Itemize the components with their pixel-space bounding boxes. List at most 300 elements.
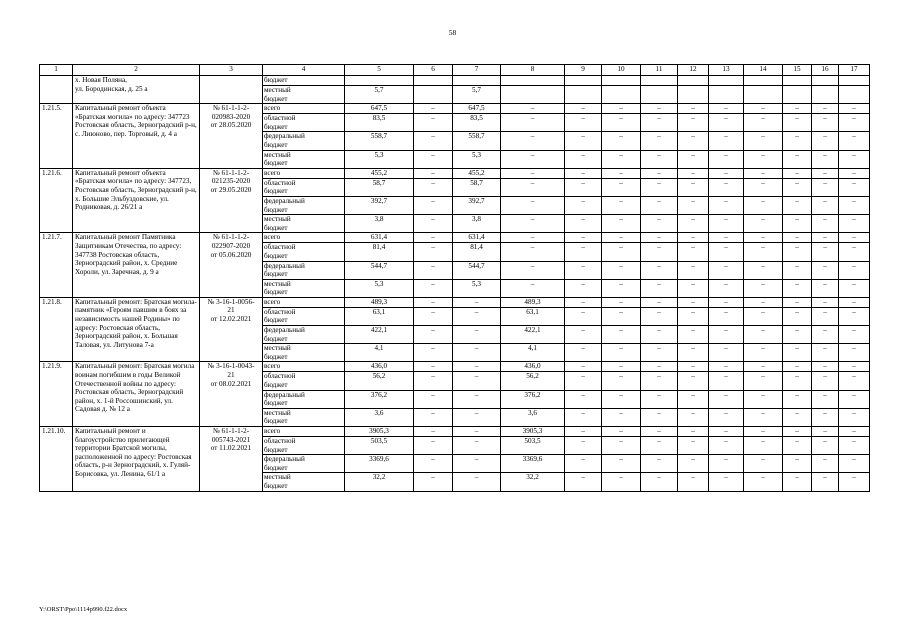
table-row [40,104,870,114]
value-cell: – [414,372,453,390]
value-cell: – [709,114,744,132]
value-cell: – [812,215,839,233]
value-cell [641,76,678,86]
value-cell: – [812,427,839,437]
value-cell: – [602,473,641,491]
value-cell: – [565,408,602,426]
value-cell: – [414,104,453,114]
value-cell: – [783,243,812,261]
value-cell [744,76,783,86]
funding-source-cell: федеральный бюджет [263,390,345,408]
value-cell: – [709,344,744,362]
value-cell: – [602,196,641,214]
value-cell: 376,2 [501,390,565,408]
header-cell: 1 [40,65,73,76]
value-cell: – [453,326,501,344]
value-cell: – [678,408,709,426]
value-cell [565,86,602,104]
value-cell: – [783,196,812,214]
value-cell: – [812,362,839,372]
value-cell: – [812,196,839,214]
value-cell: – [602,168,641,178]
document-cell: № 61-1-1-2- 021235-2020 от 29.05.2020 [200,168,263,233]
value-cell: – [501,243,565,261]
value-cell: – [641,168,678,178]
value-cell: – [602,233,641,243]
value-cell: – [678,233,709,243]
document-cell: № 61-1-1-2- 022907-2020 от 05.06.2020 [200,233,263,298]
value-cell: – [709,362,744,372]
value-cell: – [744,362,783,372]
page-number: 58 [448,28,457,37]
value-cell: – [414,114,453,132]
value-cell: 56,2 [345,372,414,390]
value-cell: 3,8 [345,215,414,233]
value-cell: – [839,168,870,178]
value-cell: – [783,297,812,307]
object-name-cell: Капитальный ремонт Памятника Защитникам Отечества, по адресу: 347738 Ростовская область, Зерноградский район, х. Средние Хороли, ул. Заречная, д. 9 а [73,233,200,298]
header-cell: 6 [414,65,453,76]
value-cell: – [744,279,783,297]
value-cell: – [744,233,783,243]
value-cell: – [565,455,602,473]
value-cell: 503,5 [501,437,565,455]
value-cell: 558,7 [345,132,414,150]
header-cell: 2 [73,65,200,76]
value-cell: – [812,408,839,426]
header-cell: 4 [263,65,345,76]
value-cell: – [812,437,839,455]
value-cell: – [565,279,602,297]
value-cell: – [709,427,744,437]
value-cell: – [641,215,678,233]
value-cell: – [565,215,602,233]
value-cell: – [678,215,709,233]
value-cell: – [641,279,678,297]
value-cell: – [565,114,602,132]
funding-source-cell: местный бюджет [263,408,345,426]
value-cell: – [501,168,565,178]
value-cell: – [783,408,812,426]
value-cell: – [641,150,678,168]
value-cell: – [744,297,783,307]
table-row [40,168,870,178]
value-cell: – [839,178,870,196]
value-cell: – [641,307,678,325]
value-cell: – [641,243,678,261]
value-cell [602,86,641,104]
header-cell: 5 [345,65,414,76]
value-cell: – [414,427,453,437]
value-cell: 83,5 [453,114,501,132]
value-cell: 5,3 [345,279,414,297]
value-cell [501,76,565,86]
object-name-cell: Капитальный ремонт объекта «Братская могила» по адресу: 347723, Ростовская область, Зерноградский р-н, х. Большие Эльбуздовские, ул. Родниковая, д. 26/21 а [73,168,200,233]
value-cell: – [783,362,812,372]
value-cell: – [414,196,453,214]
value-cell: – [709,233,744,243]
value-cell: – [414,344,453,362]
value-cell: – [602,297,641,307]
funding-source-cell: областной бюджет [263,307,345,325]
funding-source-cell: всего [263,168,345,178]
value-cell: – [678,455,709,473]
value-cell: – [501,150,565,168]
header-cell: 8 [501,65,565,76]
value-cell: 56,2 [501,372,565,390]
value-cell: – [839,408,870,426]
value-cell: 631,4 [453,233,501,243]
value-cell [783,86,812,104]
value-cell [501,86,565,104]
value-cell: – [602,261,641,279]
value-cell [565,76,602,86]
value-cell: – [501,215,565,233]
value-cell: – [709,390,744,408]
value-cell: – [602,362,641,372]
value-cell: – [641,297,678,307]
value-cell: – [783,168,812,178]
header-cell: 11 [641,65,678,76]
value-cell: – [453,437,501,455]
value-cell: 81,4 [345,243,414,261]
value-cell: – [812,344,839,362]
value-cell: – [565,297,602,307]
value-cell: – [783,390,812,408]
value-cell: 63,1 [501,307,565,325]
value-cell: – [453,297,501,307]
value-cell: – [453,473,501,491]
value-cell: – [839,307,870,325]
value-cell: – [641,455,678,473]
funding-source-cell: всего [263,362,345,372]
value-cell: – [602,307,641,325]
value-cell: – [453,307,501,325]
value-cell: – [641,261,678,279]
value-cell: 5,7 [453,86,501,104]
value-cell: – [709,178,744,196]
value-cell: 436,0 [501,362,565,372]
value-cell: – [709,279,744,297]
value-cell: 81,4 [453,243,501,261]
value-cell: – [602,408,641,426]
value-cell: 558,7 [453,132,501,150]
value-cell: 58,7 [453,178,501,196]
value-cell: – [565,104,602,114]
value-cell: – [565,427,602,437]
value-cell: – [783,372,812,390]
table-row [40,76,870,86]
value-cell: – [501,261,565,279]
value-cell: – [783,215,812,233]
value-cell: – [839,437,870,455]
funding-source-cell: всего [263,104,345,114]
funding-source-cell: федеральный бюджет [263,455,345,473]
value-cell: 489,3 [501,297,565,307]
value-cell: – [641,114,678,132]
value-cell: – [453,427,501,437]
value-cell: 5,3 [453,150,501,168]
value-cell: – [812,150,839,168]
object-name-cell: х. Новая Поляна, ул. Бородинская, д. 25 а [73,76,200,104]
value-cell: 32,2 [501,473,565,491]
value-cell: 422,1 [345,326,414,344]
value-cell: – [839,233,870,243]
value-cell: – [678,150,709,168]
value-cell: – [414,243,453,261]
value-cell: – [565,243,602,261]
value-cell: – [839,362,870,372]
value-cell: – [414,473,453,491]
value-cell: – [501,233,565,243]
value-cell: – [678,437,709,455]
value-cell: – [501,279,565,297]
value-cell: – [414,261,453,279]
value-cell: – [602,215,641,233]
value-cell: – [602,326,641,344]
value-cell: – [678,196,709,214]
value-cell: – [602,243,641,261]
value-cell [744,86,783,104]
funding-source-cell: областной бюджет [263,372,345,390]
value-cell: – [812,455,839,473]
document-cell: № 61-1-1-2- 020983-2020 от 28.05.2020 [200,104,263,169]
value-cell: – [678,372,709,390]
value-cell: – [414,362,453,372]
value-cell: – [641,233,678,243]
value-cell: – [744,150,783,168]
value-cell: – [839,427,870,437]
header-cell: 15 [783,65,812,76]
value-cell: – [501,114,565,132]
value-cell: – [709,104,744,114]
value-cell: – [641,178,678,196]
value-cell: – [744,473,783,491]
value-cell: 631,4 [345,233,414,243]
value-cell: – [783,104,812,114]
value-cell: – [414,408,453,426]
value-cell: 422,1 [501,326,565,344]
value-cell: – [602,390,641,408]
value-cell: 3,8 [453,215,501,233]
value-cell: 3,6 [345,408,414,426]
value-cell: – [812,178,839,196]
value-cell: 4,1 [501,344,565,362]
document-cell: № 3-16-1-0043- 21 от 08.02.2021 [200,362,263,427]
value-cell: – [839,473,870,491]
value-cell: – [602,455,641,473]
value-cell: – [678,279,709,297]
document-cell [200,76,263,104]
value-cell: – [641,326,678,344]
funding-source-cell: всего [263,233,345,243]
value-cell: – [453,372,501,390]
value-cell: – [709,297,744,307]
value-cell [709,76,744,86]
value-cell: – [602,279,641,297]
value-cell: – [744,168,783,178]
value-cell: – [812,243,839,261]
value-cell: 392,7 [453,196,501,214]
value-cell: – [453,455,501,473]
value-cell [602,76,641,86]
value-cell: 455,2 [345,168,414,178]
value-cell: – [744,196,783,214]
value-cell [678,86,709,104]
funding-source-cell: федеральный бюджет [263,132,345,150]
value-cell: – [839,114,870,132]
value-cell: – [839,150,870,168]
value-cell: – [709,132,744,150]
value-cell: – [839,279,870,297]
value-cell: – [783,455,812,473]
value-cell: 63,1 [345,307,414,325]
value-cell: – [565,132,602,150]
value-cell: – [744,326,783,344]
value-cell: – [678,168,709,178]
value-cell: – [602,114,641,132]
value-cell: – [783,326,812,344]
value-cell: – [744,455,783,473]
value-cell: – [641,196,678,214]
funding-source-cell: местный бюджет [263,215,345,233]
value-cell: – [839,326,870,344]
value-cell: – [602,178,641,196]
value-cell: – [602,372,641,390]
value-cell: – [565,168,602,178]
value-cell: – [709,215,744,233]
funding-source-cell: местный бюджет [263,86,345,104]
value-cell: – [565,362,602,372]
value-cell: – [414,168,453,178]
value-cell: – [565,473,602,491]
funding-source-cell: всего [263,427,345,437]
funding-source-cell: федеральный бюджет [263,261,345,279]
value-cell: 489,3 [345,297,414,307]
value-cell: – [565,437,602,455]
value-cell: – [839,215,870,233]
value-cell: – [812,233,839,243]
footer-file-path: Y:\ORST\Ppo\1114p990.f22.docx [39,606,128,613]
value-cell: – [678,473,709,491]
value-cell: 5,3 [453,279,501,297]
header-cell: 14 [744,65,783,76]
value-cell: – [565,344,602,362]
budget-table [39,64,870,492]
value-cell: – [783,279,812,297]
row-number-cell: 1.21.9. [40,362,73,427]
value-cell: – [783,307,812,325]
value-cell: – [678,178,709,196]
value-cell: – [783,233,812,243]
value-cell: 455,2 [453,168,501,178]
value-cell: – [839,261,870,279]
value-cell: – [744,344,783,362]
value-cell: – [678,104,709,114]
value-cell: – [565,307,602,325]
value-cell: – [744,437,783,455]
header-cell: 3 [200,65,263,76]
value-cell: – [812,261,839,279]
value-cell: – [744,261,783,279]
row-number-cell: 1.21.6. [40,168,73,233]
row-number-cell: 1.21.10. [40,427,73,492]
value-cell [839,86,870,104]
value-cell [709,86,744,104]
value-cell: – [414,233,453,243]
funding-source-cell: всего [263,297,345,307]
value-cell: – [812,307,839,325]
value-cell: – [839,196,870,214]
value-cell: – [709,372,744,390]
value-cell: – [678,427,709,437]
value-cell: 392,7 [345,196,414,214]
value-cell: – [501,178,565,196]
value-cell: – [744,178,783,196]
value-cell: – [678,243,709,261]
value-cell: – [565,196,602,214]
value-cell: – [641,390,678,408]
value-cell: – [709,196,744,214]
value-cell: – [641,344,678,362]
value-cell: – [602,344,641,362]
value-cell [345,76,414,86]
value-cell: – [602,104,641,114]
value-cell: – [812,326,839,344]
value-cell: – [839,344,870,362]
value-cell: – [602,437,641,455]
value-cell: – [565,390,602,408]
value-cell [839,76,870,86]
value-cell: – [414,307,453,325]
value-cell: – [709,261,744,279]
value-cell: – [709,150,744,168]
value-cell: – [453,408,501,426]
value-cell: – [641,372,678,390]
value-cell: – [678,132,709,150]
value-cell: – [744,114,783,132]
value-cell: – [744,215,783,233]
value-cell: – [839,372,870,390]
value-cell: – [783,178,812,196]
value-cell [414,76,453,86]
value-cell: – [744,390,783,408]
value-cell: 3369,6 [501,455,565,473]
value-cell: – [678,390,709,408]
object-name-cell: Капитальный ремонт и благоустройство прилегающей территории Братской могилы, расположенной по адресу: Ростовская область, р-н Зерноградский, х. Гуляй-Борисовка, ул. Ленина, 61/1 а [73,427,200,492]
value-cell: – [453,344,501,362]
value-cell: – [744,243,783,261]
value-cell: – [641,408,678,426]
value-cell: – [565,233,602,243]
header-cell: 17 [839,65,870,76]
value-cell: – [414,150,453,168]
value-cell: – [744,372,783,390]
value-cell: 3905,3 [345,427,414,437]
value-cell: – [839,455,870,473]
value-cell: – [812,297,839,307]
value-cell: – [641,473,678,491]
value-cell: – [501,196,565,214]
value-cell: – [839,243,870,261]
value-cell: – [602,132,641,150]
header-cell: 13 [709,65,744,76]
value-cell: – [783,150,812,168]
value-cell: – [783,437,812,455]
funding-source-cell: местный бюджет [263,344,345,362]
value-cell: – [678,307,709,325]
funding-source-cell: федеральный бюджет [263,326,345,344]
